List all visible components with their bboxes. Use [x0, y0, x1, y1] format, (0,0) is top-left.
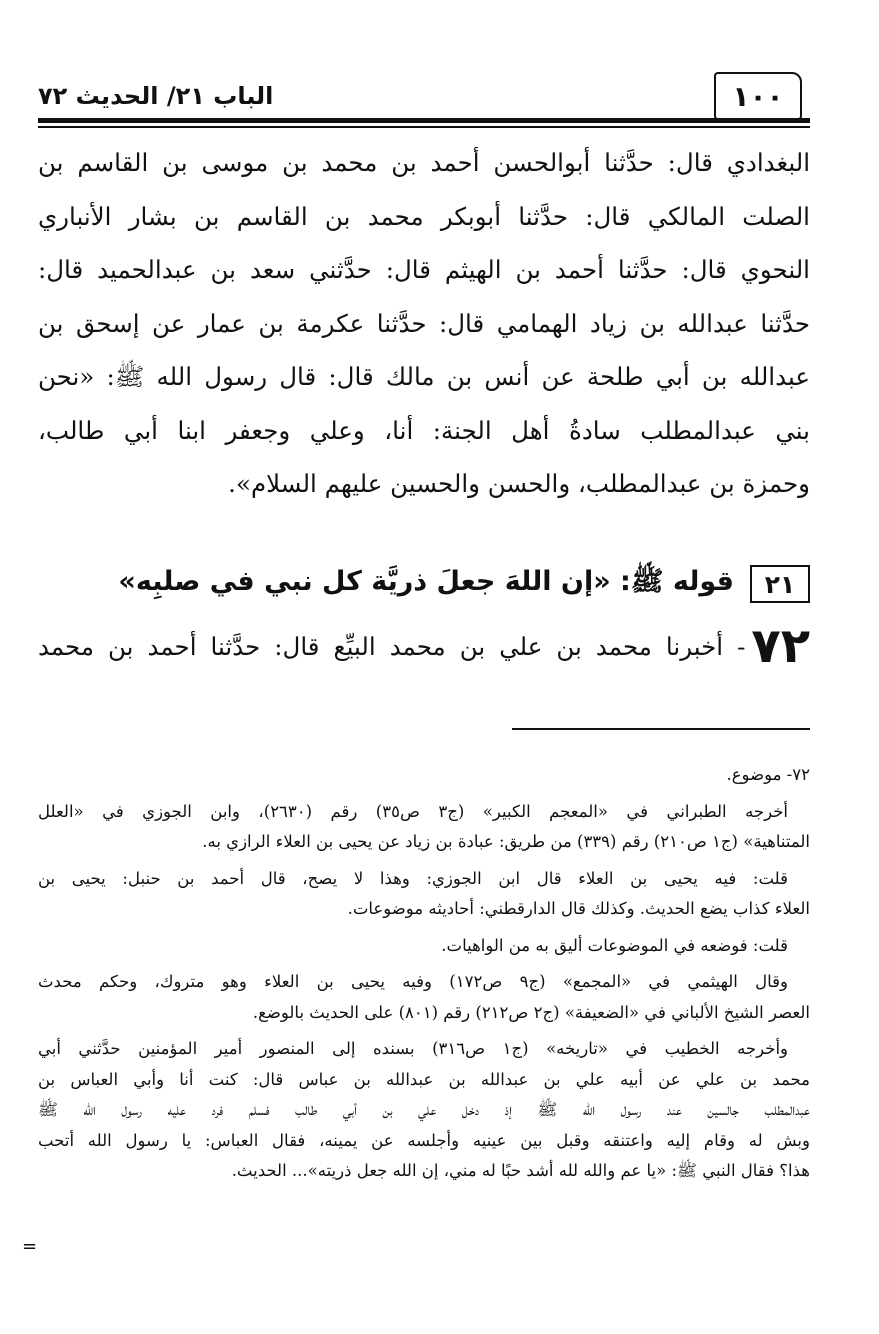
footnote-separator [512, 728, 810, 730]
footnote-paragraph [38, 967, 810, 1028]
main-text [38, 136, 810, 511]
page-number: ١٠٠ [714, 72, 802, 120]
text-line: البغدادي قال: حدَّثنا أبوالحسن أحمد بن محمد بن موسى بن القاسم بن [38, 148, 810, 177]
footnote-line: وأخرجه الخطيب في «تاريخه» (ج١ ص٣١٦) بسنده إلى المنصور أمير المؤمنين حدَّثني أبي [38, 1039, 788, 1058]
footnote-paragraph [38, 1034, 810, 1187]
hadith-text: - أخبرنا محمد بن علي بن محمد البيِّع قال: حدَّثنا أحمد بن محمد [38, 631, 746, 661]
page-header [38, 62, 810, 124]
footnote-paragraph [38, 797, 810, 858]
footnote-line: ٧٢- موضوع. [726, 765, 810, 784]
footnote-paragraph [38, 931, 810, 962]
hadith-number: ٧٢ [751, 618, 810, 674]
chapter-number: ٢١ [750, 565, 810, 603]
hadith-line [38, 616, 810, 676]
footnote-line: قلت: فوضعه في الموضوعات أليق به من الواهيات. [441, 935, 788, 955]
text-line: الصلت المالكي قال: حدَّثنا أبوبكر محمد بن القاسم بن بشار الأنباري [38, 201, 810, 231]
footnote-line: وقال الهيثمي في «المجمع» (ج٩ ص١٧٢) وفيه يحيى بن العلاء وهو متروك، وحكم محدث [38, 972, 788, 991]
footnote-line: أخرجه الطبراني في «المعجم الكبير» (ج٣ ص٣٥) رقم (٢٦٣٠)، وابن الجوزي في «العلل [38, 801, 789, 821]
footnote-line: العلاء كذاب يضع الحديث. وكذلك قال الدارقطني: أحاديثه موضوعات. [347, 899, 810, 918]
text-line: عبدالله بن أبي طلحة عن أنس بن مالك قال: قال رسول الله ﷺ: «نحن [38, 362, 810, 391]
footnote-line: محمد بن علي عن أبيه علي بن عبدالله بن عبدالله بن عباس قال: كنت أنا وأبي العباس بن [38, 1069, 810, 1089]
text-line: حدَّثنا عبدالله بن زياد الهمامي قال: حدَّثنا عكرمة بن عمار عن إسحق بن [38, 308, 810, 338]
text-line: بني عبدالمطلب سادةُ أهل الجنة: أنا، وعلي وجعفر ابنا أبي طالب، [38, 415, 810, 445]
running-header-title: الباب ٢١/ الحديث ٧٢ [38, 82, 274, 110]
footnote-line: المتناهية» (ج١ ص٢١٠) رقم (٣٣٩) من طريق: عبادة بن زياد عن يحيى بن العلاء الرازي به. [202, 832, 810, 851]
header-rule-thick [38, 118, 810, 123]
footnote-paragraph [38, 864, 810, 925]
footnotes [38, 760, 810, 1187]
text-line: وحمزة بن عبدالمطلب، والحسن والحسين عليهم السلام». [228, 469, 810, 498]
text-line: النحوي قال: حدَّثنا أحمد بن الهيثم قال: حدَّثني سعد بن عبدالحميد قال: [38, 255, 810, 284]
header-rule-thin [38, 126, 810, 128]
chapter-heading [38, 557, 810, 611]
footnote-paragraph [38, 760, 810, 791]
continuation-mark: = [22, 1236, 38, 1257]
footnote-line: وبش له وقام إليه واعتنقه وقبل بين عينيه وأجلسه عن يمينه، فقال العباس: يا رسول الله أتحب [38, 1130, 810, 1150]
footnote-line: العصر الشيخ الألباني في «الضعيفة» (ج٢ ص٢١٢) رقم (٨٠١) على الحديث بالوضع. [252, 1002, 810, 1022]
footnote-line: قلت: فيه يحيى بن العلاء قال ابن الجوزي: وهذا لا يصح، قال أحمد بن حنبل: يحيى بن [38, 868, 788, 888]
footnote-line: عبدالمطلب جالسين عند رسول الله ﷺ إذ دخل علي بن أبي طالب فسلم فرد عليه رسول الله ﷺ [38, 1100, 810, 1119]
footnote-line: هذا؟ فقال النبي ﷺ: «يا عم والله لله أشد حبًا له مني، إن الله جعل ذريته»... الحديث. [231, 1161, 810, 1180]
chapter-title: قوله ﷺ: «إن اللهَ جعلَ ذريَّة كل نبي في صلبِه» [118, 566, 734, 597]
